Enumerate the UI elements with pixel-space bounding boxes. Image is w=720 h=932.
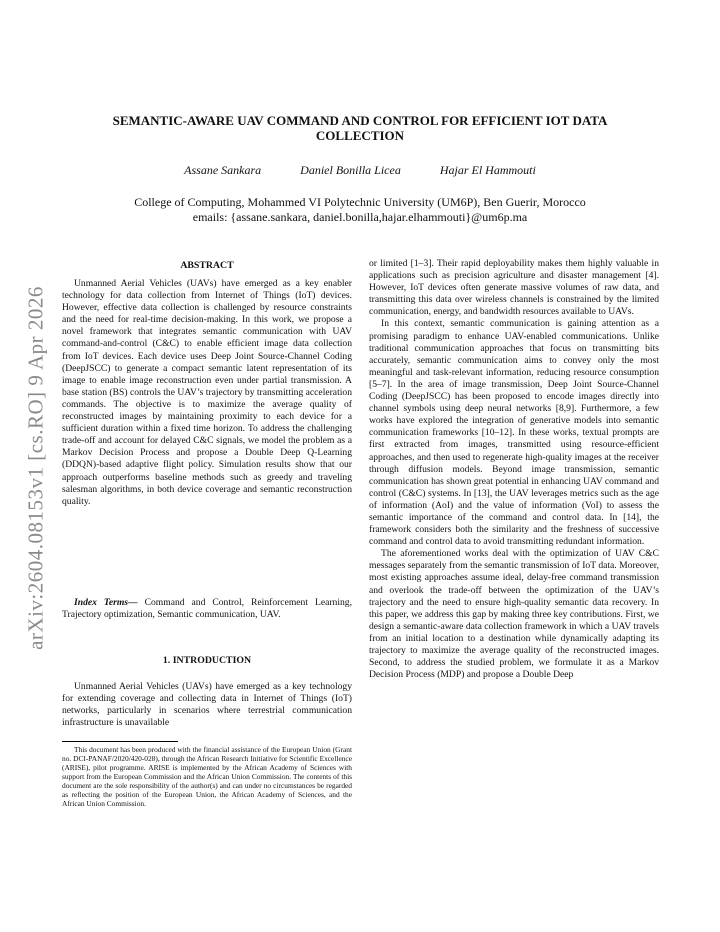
index-terms-label: Index Terms— [74,597,138,608]
arxiv-watermark [16,0,56,932]
paragraph: In this context, semantic communication is gaining attention as a promising paradigm to enhance UAV-enabled communications. Unlike traditional communication approaches that focus on transmitting bits accurately, semantic communication aims to convey only the most meaningful and task-relevant information, reducing resource consumption [5–7]. In the area of image transmission, Deep Joint Source-Channel Coding (DeepJSCC) has been proposed to encode images directly into channel symbols using deep neural networks [8,9]. Furthermore, a few works have explored the integration of generative models into semantic communication frameworks [10–12]. In these works, textual prompts are first extracted from images, transmitted using resource-efficient approaches, and then used to regenerate high-quality images at the receiver through diffusion models. Beyond image transmission, semantic communication has shown great potential in enhancing UAV command and control (C&C) systems. In [13], the UAV leverages metrics such as the age of information (AoI) and the value of information (VoI) to assess the semantic importance of the command and control data. In [14], the framework considers both the similarity and the freshness of successive command and control data to avoid transmitting redundant information. [369,318,659,548]
emails: emails: {assane.sankara, daniel.bonilla,hajar.elhammouti}@um6p.ma [192,210,528,224]
intro-heading: 1. INTRODUCTION [162,655,252,666]
paragraph: The aforementioned works deal with the optimization of UAV C&C messages separately from the semantic transmission of IoT data. Moreover, most existing approaches assume ideal, delay-free command transmission and overlook the trade-off between the optimization of the UAV’s trajectory and the need to ensure high-quality semantic data recovery. In this paper, we address this gap by making three key contributions. First, we design a semantic-aware data collection framework in which a UAV travels from an initial location to a destination while dynamically adapting its trajectory to maximize the average quality of the reconstructed images. Second, to address the studied problem, we formulate it as a Markov Decision Process (MDP) and propose a Double Deep [369,548,659,681]
right-column [369,258,659,681]
footnote [62,745,352,808]
author-name: Daniel Bonilla Licea [300,163,401,177]
intro-left-text: Unmanned Aerial Vehicles (UAVs) have emerged as a key technology for extending coverage and collecting data in Internet of Things (IoT) networks, particularly in scenarios where terrestrial communication infrastructure is unavailable [62,681,352,729]
paragraph: or limited [1–3]. Their rapid deployability makes them highly valuable in applications such as precision agriculture and disaster management [4]. However, IoT devices often generate massive volumes of raw data, and transmitting this data over wireless channels is constrained by the limited communication, energy, and bandwidth resources available to UAVs. [369,258,659,318]
author-list [70,163,650,178]
intro-left-body [62,681,352,729]
index-terms [62,597,352,621]
abstract-text: Unmanned Aerial Vehicles (UAVs) have emerged as a key enabler technology for data collection from Internet of Things (IoT) devices. However, effective data collection is challenged by resource constraints and the need for real-time decision-making. In this work, we propose a novel framework that integrates semantic communication with UAV command-and-control (C&C) to enable efficient image data collection from IoT devices. Each device uses Deep Joint Source-Channel Coding (DeepJSCC) to generate a compact semantic latent representation of its image to enable image reconstruction even under partial transmission. A base station (BS) controls the UAV’s trajectory by transmitting acceleration commands. The objective is to maximize the average quality of reconstructed images by maintaining proximity to each device for a sufficient duration within a fixed time horizon. To address the challenging trade-off and account for delayed C&C signals, we model the problem as a Markov Decision Process and propose a Double Deep Q-Learning (DDQN)-based adaptive flight policy. Simulation results show that our approach outperforms baseline methods such as greedy and traveling salesman algorithms, in both device coverage and semantic reconstruction quality. [62,278,352,507]
footnote-rule [62,741,178,742]
footnote-text: This document has been produced with the financial assistance of the European Union (Grant no. DCI-PANAF/2020/420-028), through the African Research Initiative for Scientific Excellence (ARISE), pilot programme. ARISE is implemented by the African Academy of Sciences with support from the European Commission and the African Union Commission. The contents of this document are the sole responsibility of the author(s) and can under no circumstances be regarded as reflecting the position of the European Union, the African Academy of Sciences, and the African Union Commission. [62,745,352,808]
affiliation-block [70,195,650,225]
author-name: Hajar El Hammouti [439,163,536,177]
abstract-body [62,278,352,508]
affiliation: College of Computing, Mohammed VI Polytechnic University (UM6P), Ben Guerir, Morocco [134,195,586,209]
author-name: Assane Sankara [184,163,262,177]
arxiv-id: arXiv:2604.08153v1 [cs.RO] 9 Apr 2026 [23,286,48,650]
paper-title: SEMANTIC-AWARE UAV COMMAND AND CONTROL FOR EFFICIENT IOT DATA COLLECTION [112,113,608,143]
abstract-heading: ABSTRACT [180,260,234,271]
index-terms-text: Command and Control, Reinforcement Learning, Trajectory optimization, Semantic communication, UAV. [62,597,352,621]
